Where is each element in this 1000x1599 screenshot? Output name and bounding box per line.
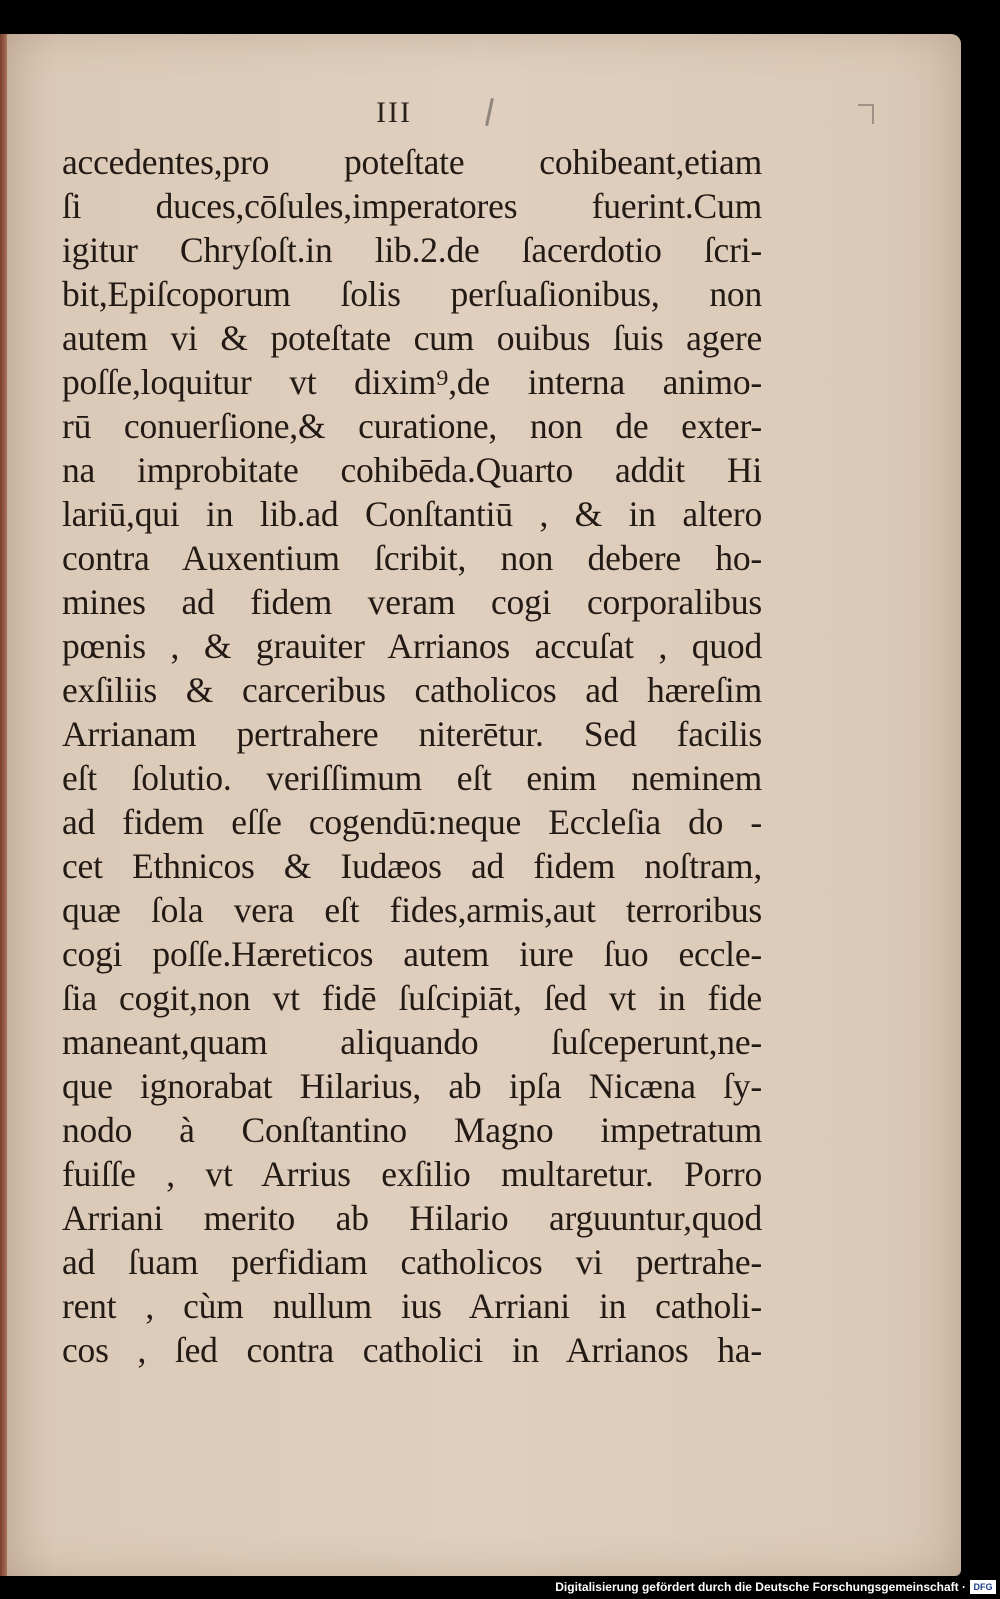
text-line: eſt ſolutio. veriſſimum eſt enim neminem: [62, 758, 762, 798]
text-line: ſia cogit,non vt fidē ſuſcipiāt, ſed vt in fide: [62, 978, 762, 1018]
text-line: cos , ſed contra catholici in Arrianos ha-: [62, 1330, 762, 1370]
text-line: ad ſuam perfidiam catholicos vi pertrahe-: [62, 1242, 762, 1282]
book-spine-edge: [0, 34, 7, 1576]
text-line: contra Auxentium ſcribit, non debere ho-: [62, 538, 762, 578]
text-line: quæ ſola vera eſt fides,armis,aut terroribus: [62, 890, 762, 930]
text-line: cogi poſſe.Hæreticos autem iure ſuo eccle-: [62, 934, 762, 974]
dfg-logo-icon: DFG: [970, 1580, 996, 1594]
text-line: nodo à Conſtantino Magno impetratum: [62, 1110, 762, 1150]
text-line: igitur Chryſoſt.in lib.2.de ſacerdotio ſcri-: [62, 230, 762, 270]
text-line: poſſe,loquitur vt dixim⁹,de interna animo-: [62, 362, 762, 402]
text-line: rent , cùm nullum ius Arriani in catholi-: [62, 1286, 762, 1326]
text-line: pœnis , & grauiter Arrianos accuſat , quod: [62, 626, 762, 666]
text-line: accedentes,pro poteſtate cohibeant,etiam: [62, 142, 762, 182]
body-text: [62, 140, 762, 1372]
funding-note: Digitalisierung gefördert durch die Deutsche Forschungsgemeinschaft ·: [555, 1580, 966, 1594]
text-line: maneant,quam aliquando ſuſceperunt,ne-: [62, 1022, 762, 1062]
text-line: ſi duces,cōſules,imperatores fuerint.Cum: [62, 186, 762, 226]
text-line: ad fidem eſſe cogendū:neque Eccleſia do -: [62, 802, 762, 842]
page-number: III: [376, 96, 412, 129]
text-line: lariū,qui in lib.ad Conſtantiū , & in altero: [62, 494, 762, 534]
text-line: na improbitate cohibēda.Quarto addit Hi: [62, 450, 762, 490]
text-line: que ignorabat Hilarius, ab ipſa Nicæna ſy-: [62, 1066, 762, 1106]
text-line: fuiſſe , vt Arrius exſilio multaretur. Porro: [62, 1154, 762, 1194]
text-line: Arriani merito ab Hilario arguuntur,quod: [62, 1198, 762, 1238]
text-line: autem vi & poteſtate cum ouibus ſuis agere: [62, 318, 762, 358]
text-line: exſiliis & carceribus catholicos ad hæreſim: [62, 670, 762, 710]
text-line: mines ad fidem veram cogi corporalibus: [62, 582, 762, 622]
text-line: cet Ethnicos & Iudæos ad fidem noſtram,: [62, 846, 762, 886]
text-line: Arrianam pertrahere niterētur. Sed facilis: [62, 714, 762, 754]
corner-mark: [858, 104, 874, 124]
text-line: bit,Epiſcoporum ſolis perſuaſionibus, non: [62, 274, 762, 314]
text-line: rū conuerſione,& curatione, non de exter-: [62, 406, 762, 446]
